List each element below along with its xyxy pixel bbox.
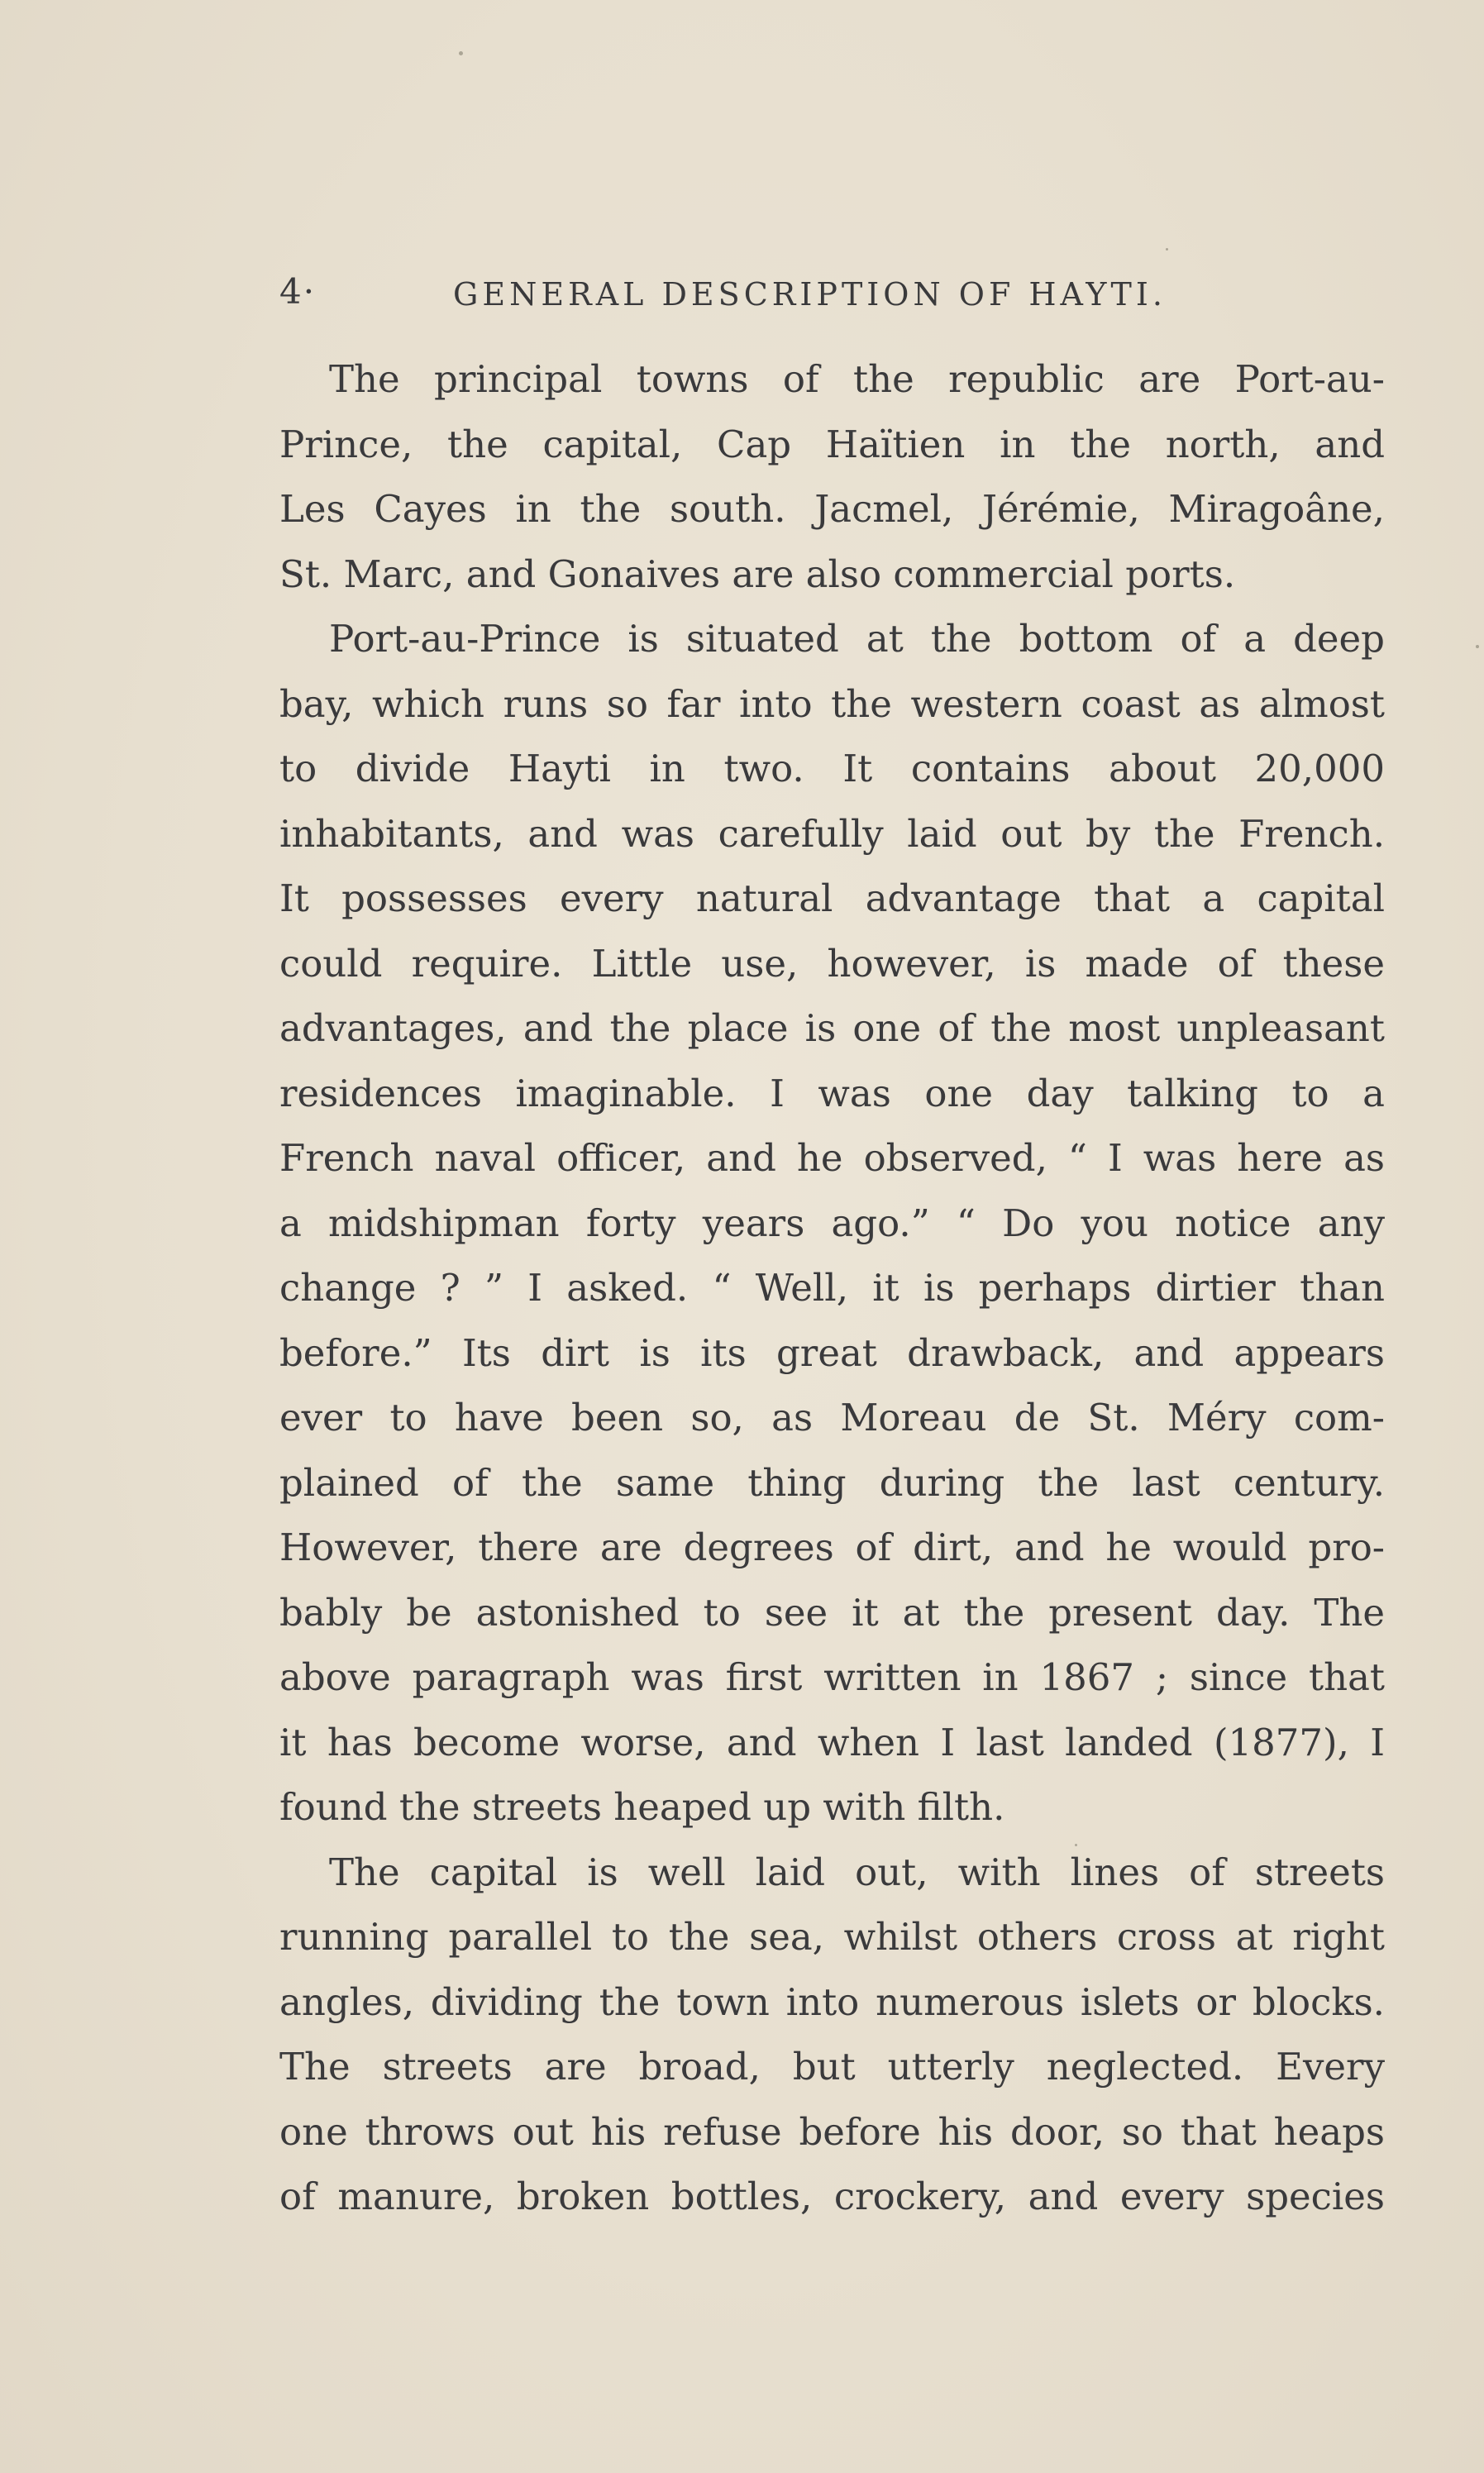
text-line: bably be astonished to see it at the present day. The <box>279 1590 1385 1635</box>
text-line: of manure, broken bottles, crockery, and every species <box>279 2175 1385 2218</box>
text-line: Port-au-Prince is situated at the bottom of a deep <box>329 617 1385 661</box>
text-line: residences imaginable. I was one day talking to a <box>279 1071 1385 1115</box>
text-line: bay, which runs so far into the western coast as almost <box>279 681 1385 726</box>
paper-speck <box>1476 645 1479 648</box>
text-line: plained of the same thing during the last century. <box>279 1460 1385 1505</box>
text-line: one throws out his refuse before his door, so that heaps <box>279 2109 1385 2154</box>
text-line: French naval officer, and he observed, “ I was here as <box>279 1136 1385 1180</box>
text-line: running parallel to the sea, whilst others cross at right <box>279 1915 1385 1959</box>
text-line: It possesses every natural advantage that a capital <box>279 876 1385 920</box>
text-line: it has become worse, and when I last landed (1877), I <box>279 1720 1385 1764</box>
text-line: found the streets heaped up with filth. <box>279 1785 1005 1829</box>
text-line: ever to have been so, as Moreau de St. Méry com- <box>279 1396 1385 1439</box>
text-line: However, there are degrees of dirt, and he would pro- <box>279 1525 1385 1569</box>
text-line: Les Cayes in the south. Jacmel, Jérémie, Miragoâne, <box>279 487 1385 531</box>
text-line: change ? ” I asked. “ Well, it is perhaps dirtier than <box>279 1266 1385 1310</box>
text-line: to divide Hayti in two. It contains about 20,000 <box>279 747 1385 790</box>
text-line: The principal towns of the republic are Port-au- <box>329 357 1385 401</box>
text-line: inhabitants, and was carefully laid out by the French. <box>279 811 1385 856</box>
text-line: Prince, the capital, Cap Haïtien in the north, and <box>279 422 1385 466</box>
text-line: above paragraph was first written in 1867 ; since that <box>279 1655 1385 1699</box>
paper-speck <box>1075 1844 1077 1846</box>
text-line: St. Marc, and Gonaives are also commercial ports. <box>279 551 1236 596</box>
text-line: The streets are broad, but utterly neglected. Every <box>279 2045 1385 2089</box>
page-header <box>279 271 1387 317</box>
paper-speck <box>1166 248 1168 251</box>
body-text <box>279 347 1385 2230</box>
text-line: before.” Its dirt is its great drawback, and appears <box>279 1330 1385 1375</box>
page-number: 4· <box>279 271 317 312</box>
text-line: advantages, and the place is one of the most unpleasant <box>279 1006 1385 1050</box>
text-line: angles, dividing the town into numerous islets or blocks. <box>279 1979 1385 2024</box>
paper-speck <box>459 51 463 55</box>
running-head: GENERAL DESCRIPTION OF HAYTI. <box>453 276 1167 313</box>
text-line: The capital is well laid out, with lines of streets <box>329 1850 1385 1894</box>
text-line: a midshipman forty years ago.” “ Do you notice any <box>279 1201 1385 1245</box>
text-line: could require. Little use, however, is made of these <box>279 941 1385 986</box>
